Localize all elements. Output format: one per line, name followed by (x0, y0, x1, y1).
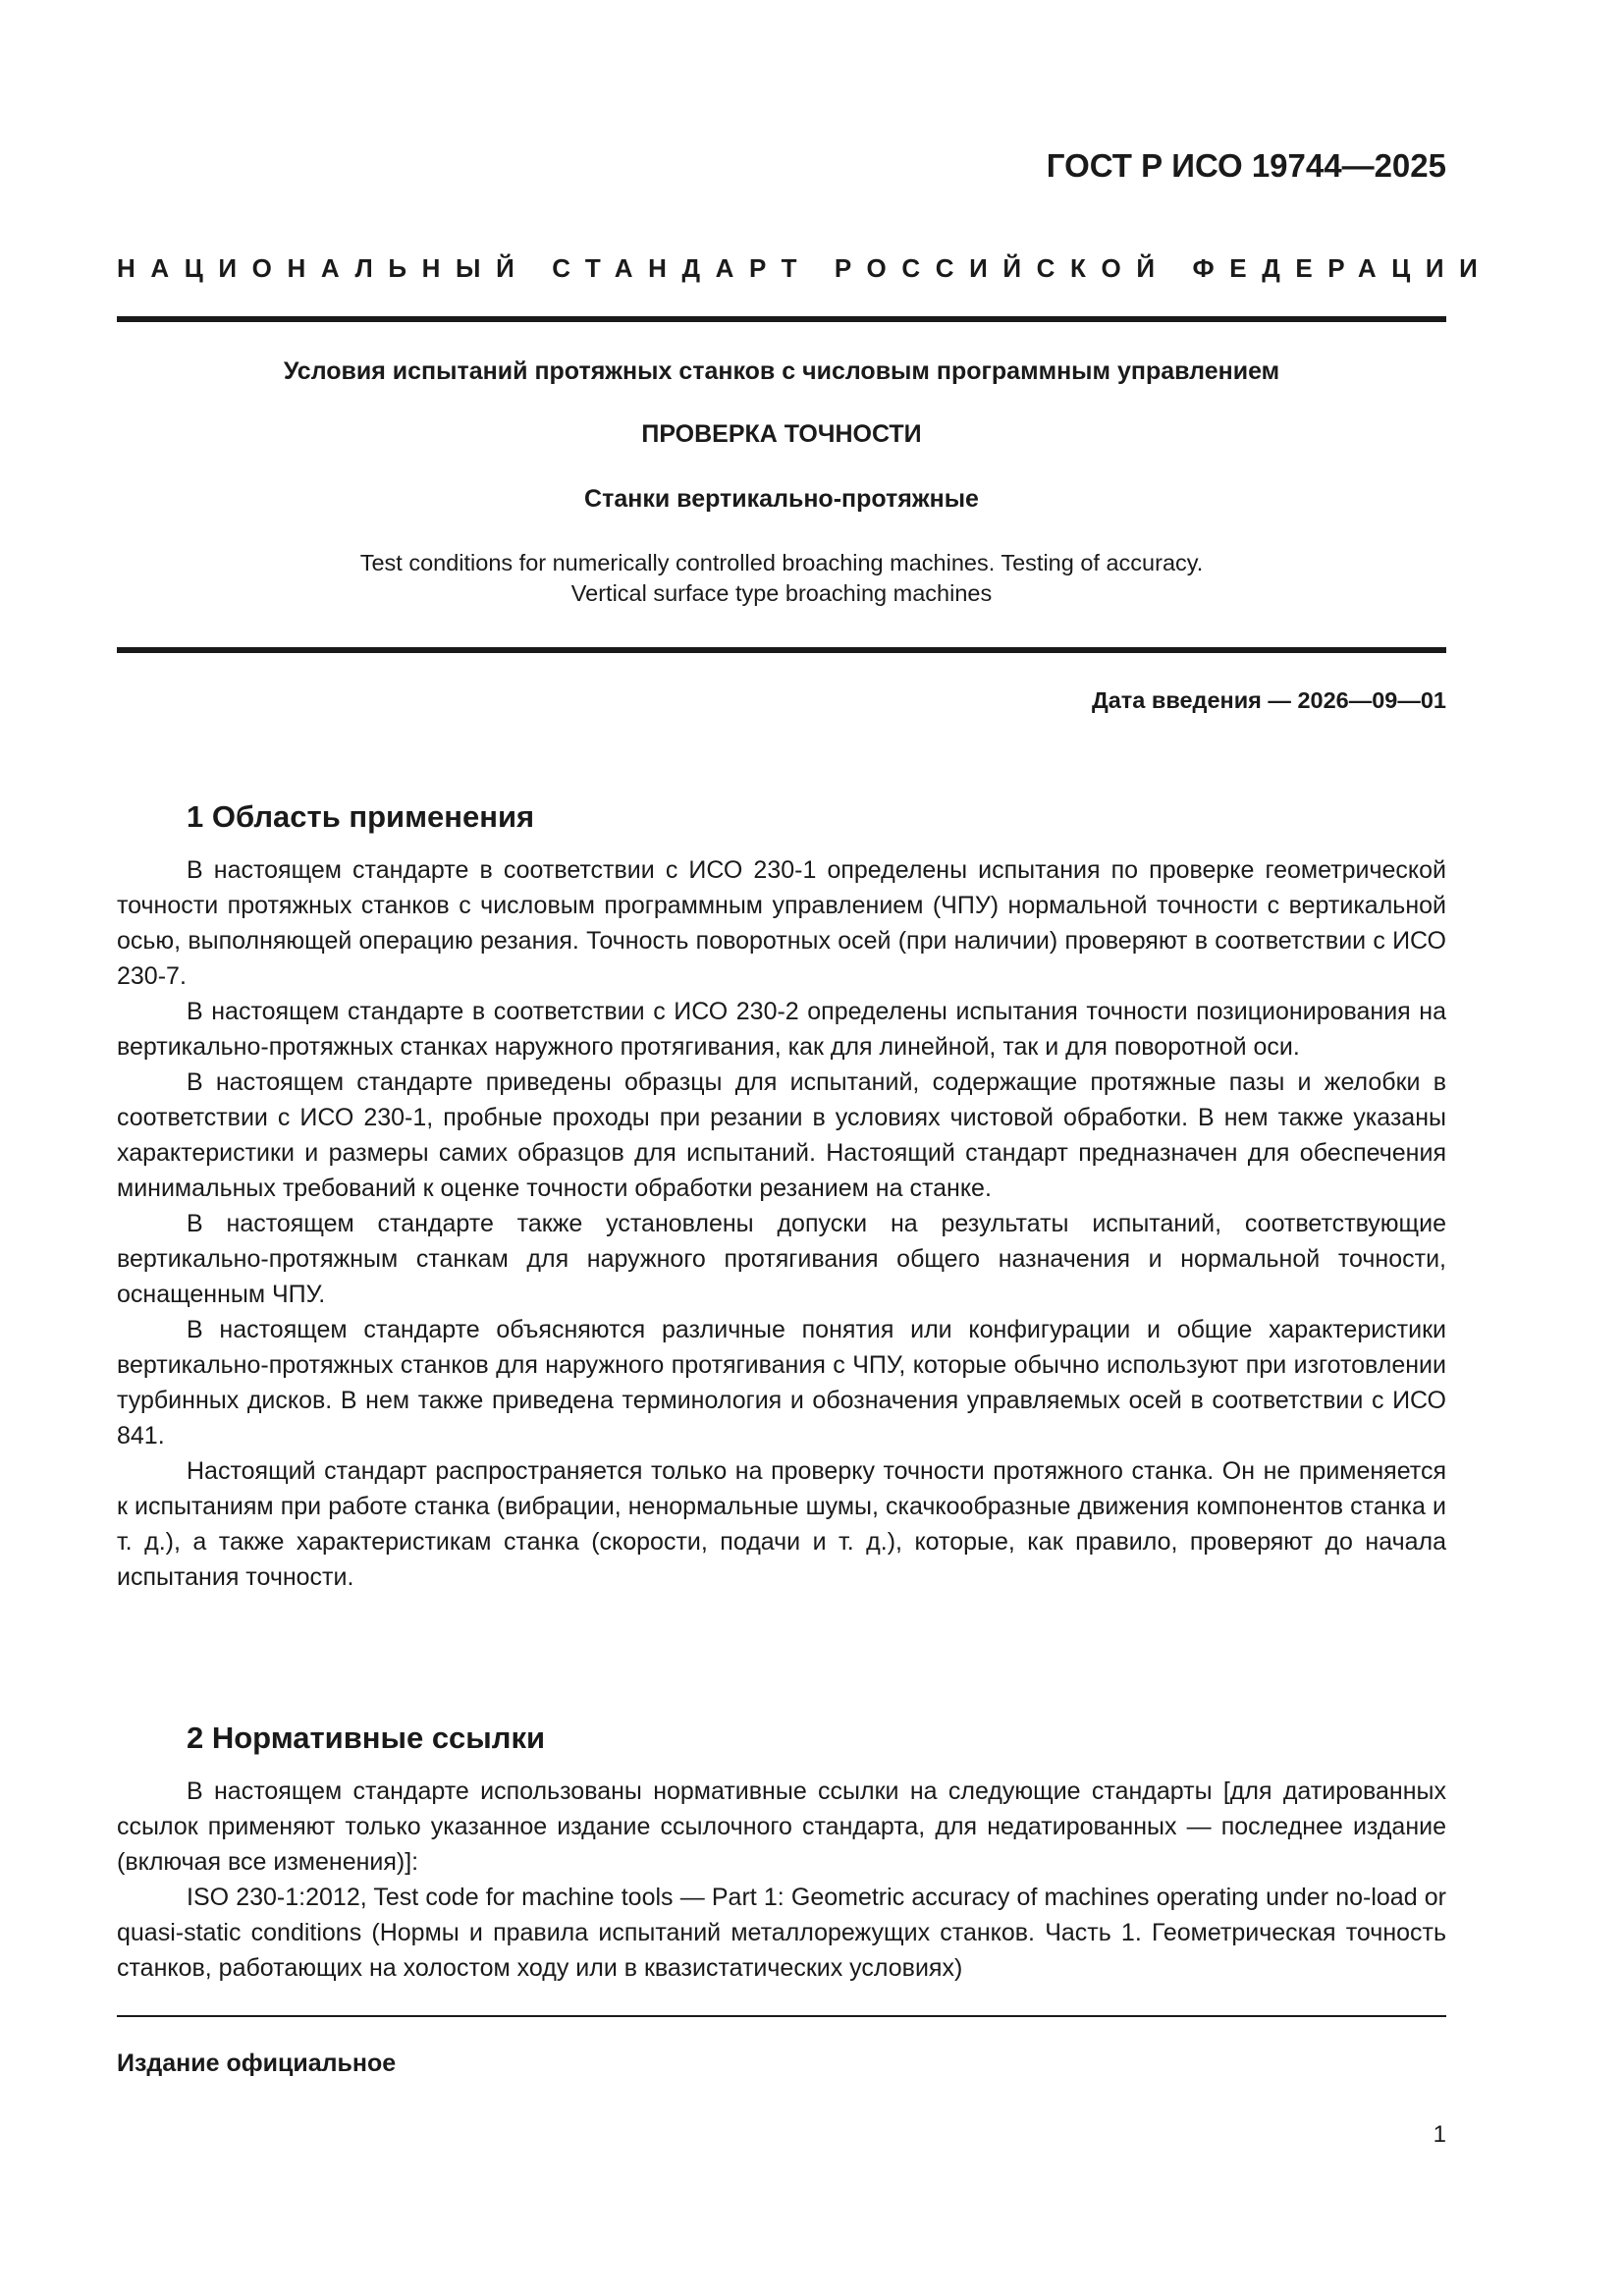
introduction-date: Дата введения — 2026—09—01 (1091, 687, 1446, 713)
english-title (117, 548, 1446, 609)
gost-number: ГОСТ Р ИСО 19744—2025 (1046, 147, 1446, 184)
reference-entry: ISO 230-1:2012, Test code for machine tools — Part 1: Geometric accuracy of machines operating under no-load or quasi-static conditions (Нормы и правила испытаний металлорежущих станков. Часть 1. Геометрическая точность станков, работающих на холостом ходу или в квазистатических условиях) (117, 1884, 1446, 1982)
header-rule-top (117, 316, 1446, 322)
section-1-body (117, 852, 1446, 1595)
header-rule-bottom (117, 647, 1446, 653)
document-title: Условия испытаний протяжных станков с числовым программным управлением (283, 357, 1280, 385)
national-standard-banner: НАЦИОНАЛЬНЫЙ СТАНДАРТ РОССИЙСКОЙ ФЕДЕРАЦИИ (117, 253, 1493, 283)
paragraph: В настоящем стандарте использованы нормативные ссылки на следующие стандарты [для датированных ссылок применяют только указанное издание ссылочного стандарта, для недатированных — последнее издание (включая все изменения)]: (117, 1777, 1446, 1876)
paragraph: В настоящем стандарте также установлены допуски на результаты испытаний, соответствующие вертикально-протяжным станкам для наружного протягивания общего назначения и нормальной точности, оснащенным ЧПУ. (117, 1210, 1446, 1308)
document-subtitle: ПРОВЕРКА ТОЧНОСТИ (641, 420, 922, 448)
english-title-line-2: Vertical surface type broaching machines (570, 580, 993, 606)
section-1-heading: 1 Область применения (187, 799, 535, 834)
paragraph: В настоящем стандарте в соответствии с ИСО 230-2 определены испытания точности позиционирования на вертикально-протяжных станках наружного протягивания, как для линейной, так и для поворотной оси. (117, 998, 1446, 1061)
paragraph: В настоящем стандарте объясняются различные понятия или конфигурации и общие характеристики вертикально-протяжных станков для наружного протягивания с ЧПУ, которые обычно используют при изготовлении турбинных дисков. В нем также приведена терминология и обозначения управляемых осей в соответствии с ИСО 841. (117, 1316, 1446, 1449)
page-number: 1 (1433, 2121, 1446, 2148)
english-title-line-1: Test conditions for numerically controlled broaching machines. Testing of accuracy. (359, 550, 1204, 575)
paragraph: В настоящем стандарте приведены образцы для испытаний, содержащие протяжные пазы и желобки в соответствии с ИСО 230-1, пробные проходы при резании в условиях чистовой обработки. В нем также указаны характеристики и размеры самих образцов для испытаний. Настоящий стандарт предназначен для обеспечения минимальных требований к оценке точности обработки резанием на станке. (117, 1068, 1446, 1202)
section-2-heading: 2 Нормативные ссылки (187, 1721, 546, 1755)
official-edition-label: Издание официальное (117, 2050, 397, 2077)
paragraph: В настоящем стандарте в соответствии с ИСО 230-1 определены испытания по проверке геометрической точности протяжных станков с числовым программным управлением (ЧПУ) нормальной точности с вертикальной осью, выполняющей операцию резания. Точность поворотных осей (при наличии) проверяют в соответствии с ИСО 230-7. (117, 856, 1446, 990)
footer-rule (117, 2015, 1446, 2017)
document-part-title: Станки вертикально-протяжные (584, 485, 979, 513)
paragraph: Настоящий стандарт распространяется только на проверку точности протяжного станка. Он не применяется к испытаниям при работе станка (вибрации, ненормальные шумы, скачкообразные движения компонентов станка и т. д.), а также характеристикам станка (скорости, подачи и т. д.), которые, как правило, проверяют до начала испытания точности. (117, 1457, 1446, 1591)
section-2-body (117, 1774, 1446, 1986)
